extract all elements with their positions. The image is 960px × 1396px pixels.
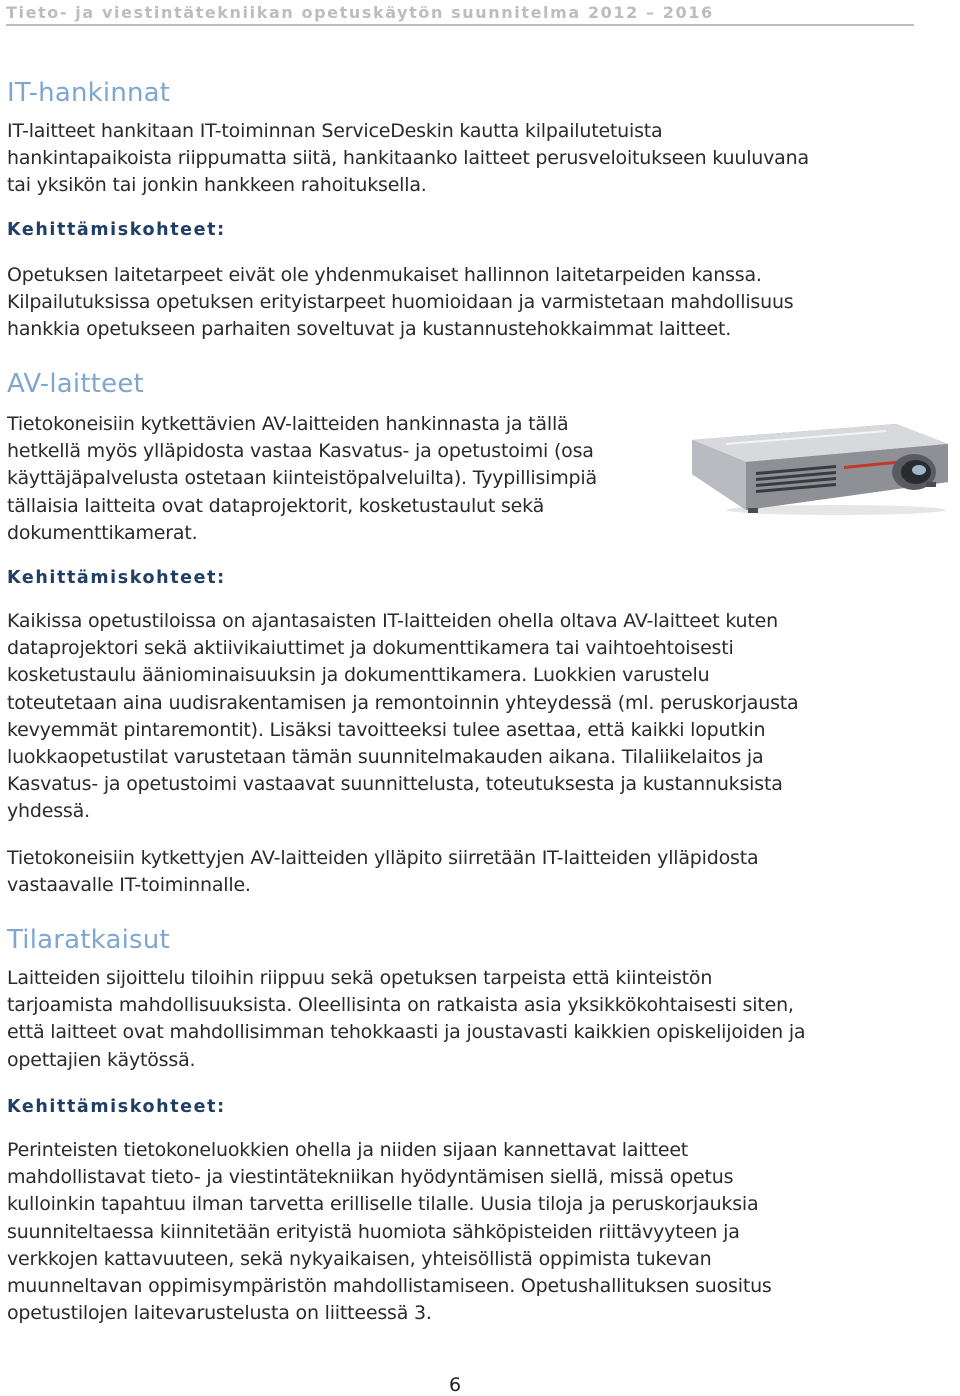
- line: hankintapaikoista riippumatta siitä, hankitaanko laitteet perusveloitukseen kuuluvana: [7, 147, 809, 170]
- line: yhdessä.: [7, 800, 90, 823]
- tila-dev-paragraph: [7, 1137, 772, 1327]
- line: dokumenttikamerat.: [7, 521, 198, 544]
- line: että laitteet ovat mahdollisimman tehokkaasti ja joustavasti kaikkien opiskelijoiden ja: [7, 1021, 806, 1044]
- line: opettajien käytössä.: [7, 1048, 196, 1071]
- line: kosketustaulu ääniominaisuuksin ja dokumenttikamera. Luokkien varustelu: [7, 664, 710, 687]
- av-dev-paragraph: [7, 608, 798, 826]
- heading-tilaratkaisut: Tilaratkaisut: [7, 925, 170, 955]
- line: verkkojen kattavuuteen, sekä nykyaikaisen, yhteisöllistä oppimista tukevan: [7, 1247, 712, 1270]
- line: opetustilojen laitevarustelusta on liitteessä 3.: [7, 1302, 432, 1325]
- heading-it-hankinnat: IT-hankinnat: [7, 78, 171, 108]
- line: luokkaopetustilat varustetaan tämän suunnitelmakauden aikana. Tilaliikelaitos ja: [7, 746, 764, 769]
- projector-image: [686, 410, 954, 518]
- page-number: 6: [449, 1374, 462, 1396]
- it-paragraph: [7, 118, 809, 200]
- line: Perinteisten tietokoneluokkien ohella ja niiden sijaan kannettavat laitteet: [7, 1139, 689, 1161]
- it-dev-paragraph: [7, 262, 794, 344]
- av-paragraph: [7, 411, 597, 547]
- line: Tietokoneisiin kytkettyjen AV-laitteiden ylläpito siirretään IT-laitteiden ylläpidosta: [7, 847, 759, 869]
- line: mahdollistavat tieto- ja viestintätekniikan hyödyntämisen siellä, missä opetus: [7, 1166, 734, 1189]
- line: käyttäjäpalvelusta ostetaan kiinteistöpalveluilta). Tyypillisimpiä: [7, 467, 597, 490]
- line: tai yksikön tai jonkin hankkeen rahoituksella.: [7, 174, 427, 197]
- line: vastaavalle IT-toiminnalle.: [7, 874, 251, 897]
- av-subheading: Kehittämiskohteet:: [7, 568, 226, 588]
- line: Laitteiden sijoittelu tiloihin riippuu sekä opetuksen tarpeista että kiinteistön: [7, 967, 713, 989]
- line: tällaisia laitteita ovat dataprojektorit, kosketustaulut sekä: [7, 494, 545, 517]
- line: Kasvatus- ja opetustoimi vastaavat suunnittelusta, toteutuksesta ja kustannuksista: [7, 773, 783, 796]
- line: tarjoamista mahdollisuuksista. Oleellisinta on ratkaista asia yksikkökohtaisesti siten,: [7, 994, 794, 1017]
- line: Tietokoneisiin kytkettävien AV-laitteiden hankinnasta ja tällä: [7, 413, 569, 435]
- av-dev2-paragraph: [7, 845, 758, 899]
- running-header: Tieto- ja viestintätekniikan opetuskäytön suunnitelma 2012 – 2016: [6, 3, 714, 22]
- line: dataprojektori sekä aktiivikaiuttimet ja dokumenttikamera tai vaihtoehtoisesti: [7, 637, 734, 660]
- header-rule: [6, 24, 914, 26]
- line: toteutetaan aina uudisrakentamisen ja remontoinnin yhteydessä (ml. peruskorjausta: [7, 691, 799, 714]
- line: muunneltavan oppimisympäristön mahdollistamiseen. Opetushallituksen suositus: [7, 1275, 772, 1298]
- line: Kilpailutuksissa opetuksen erityistarpeet huomioidaan ja varmistetaan mahdollisuus: [7, 291, 794, 314]
- line: Kaikissa opetustiloissa on ajantasaisten IT-laitteiden ohella oltava AV-laitteet kuten: [7, 610, 778, 632]
- line: kulloinkin tapahtuu ilman tarvetta erilliselle tilalle. Uusia tiloja ja peruskorjauksia: [7, 1193, 759, 1216]
- line: Opetuksen laitetarpeet eivät ole yhdenmukaiset hallinnon laitetarpeiden kanssa.: [7, 264, 762, 286]
- heading-av-laitteet: AV-laitteet: [7, 369, 144, 399]
- line: hetkellä myös ylläpidosta vastaa Kasvatus- ja opetustoimi (osa: [7, 440, 594, 463]
- line: suunniteltaessa kiinnitetään erityistä huomiota sähköpisteiden riittävyyteen ja: [7, 1220, 740, 1243]
- line: IT-laitteet hankitaan IT-toiminnan ServiceDeskin kautta kilpailutetuista: [7, 120, 663, 142]
- line: hankkia opetukseen parhaiten soveltuvat ja kustannustehokkaimmat laitteet.: [7, 318, 732, 341]
- it-subheading: Kehittämiskohteet:: [7, 220, 226, 240]
- tila-paragraph: [7, 965, 805, 1074]
- line: kevyemmät pintaremontit). Lisäksi tavoitteeksi tulee asettaa, että kaikki loputkin: [7, 718, 766, 741]
- tila-subheading: Kehittämiskohteet:: [7, 1097, 226, 1117]
